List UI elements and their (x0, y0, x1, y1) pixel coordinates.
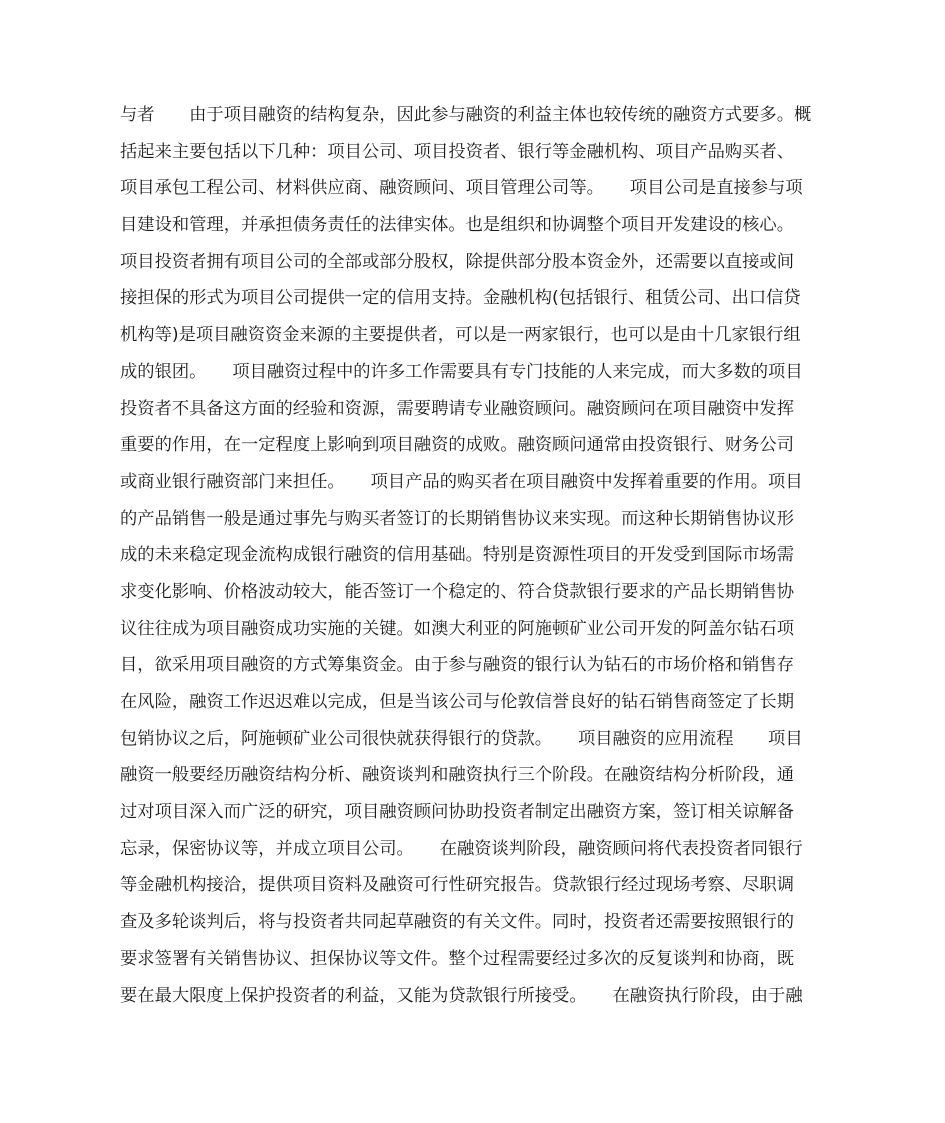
text-line: 包销协议之后，阿施顿矿业公司很快就获得银行的贷款。 项目融资的应用流程 项目 (120, 728, 803, 749)
text-line: 查及多轮谈判后，将与投资者共同起草融资的有关文件。同时，投资者还需要按照银行的 (120, 912, 794, 933)
text-line: 成的银团。 项目融资过程中的许多工作需要具有专门技能的人来完成，而大多数的项目 (120, 361, 803, 382)
text-line: 过对项目深入而广泛的研究，项目融资顾问协助投资者制定出融资方案，签订相关谅解备 (120, 802, 794, 823)
text-line: 投资者不具备这方面的经验和资源，需要聘请专业融资顾问。融资顾问在项目融资中发挥 (120, 398, 794, 419)
text-line: 的产品销售一般是通过事先与购买者签订的长期销售协议来实现。而这种长期销售协议形 (120, 508, 794, 529)
text-line: 重要的作用，在一定程度上影响到项目融资的成败。融资顾问通常由投资银行、财务公司 (120, 435, 794, 456)
text-line: 与者 由于项目融资的结构复杂，因此参与融资的利益主体也较传统的融资方式要多。概 (120, 105, 812, 125)
text-line: 接担保的形式为项目公司提供一定的信用支持。金融机构(包括银行、租赁公司、出口信贷 (120, 288, 801, 309)
text-line: 项目投资者拥有项目公司的全部或部分股权，除提供部分股本资金外，还需要以直接或间 (120, 251, 794, 272)
text-line: 机构等)是项目融资资金来源的主要提供者，可以是一两家银行，也可以是由十几家银行组 (120, 325, 801, 346)
text-line: 目，欲采用项目融资的方式筹集资金。由于参与融资的银行认为钻石的市场价格和销售存 (120, 655, 794, 676)
text-line: 议往往成为项目融资成功实施的关键。如澳大利亚的阿施顿矿业公司开发的阿盖尔钻石项 (120, 618, 794, 639)
text-line: 或商业银行融资部门来担任。 项目产品的购买者在项目融资中发挥着重要的作用。项目 (120, 471, 803, 492)
text-line: 融资一般要经历融资结构分析、融资谈判和融资执行三个阶段。在融资结构分析阶段，通 (120, 765, 794, 786)
text-line: 括起来主要包括以下几种：项目公司、项目投资者、银行等金融机构、项目产品购买者、 (120, 141, 794, 162)
body-text (120, 97, 830, 1014)
text-line: 等金融机构接洽，提供项目资料及融资可行性研究报告。贷款银行经过现场考察、尽职调 (120, 875, 794, 896)
text-line: 要在最大限度上保护投资者的利益，又能为贷款银行所接受。 在融资执行阶段，由于融 (120, 985, 803, 1006)
text-line: 求变化影响、价格波动较大，能否签订一个稳定的、符合贷款银行要求的产品长期销售协 (120, 581, 794, 602)
text-line: 忘录，保密协议等，并成立项目公司。 在融资谈判阶段，融资顾问将代表投资者同银行 (120, 838, 803, 859)
text-line: 在风险，融资工作迟迟难以完成，但是当该公司与伦敦信誉良好的钻石销售商签定了长期 (120, 692, 794, 712)
text-line: 成的未来稳定现金流构成银行融资的信用基础。特别是资源性项目的开发受到国际市场需 (120, 545, 794, 566)
text-line: 项目承包工程公司、材料供应商、融资顾问、项目管理公司等。 项目公司是直接参与项 (120, 178, 803, 199)
text-line: 要求签署有关销售协议、担保协议等文件。整个过程需要经过多次的反复谈判和协商，既 (120, 948, 794, 969)
text-line: 目建设和管理，并承担债务责任的法律实体。也是组织和协调整个项目开发建设的核心。 (120, 215, 794, 236)
